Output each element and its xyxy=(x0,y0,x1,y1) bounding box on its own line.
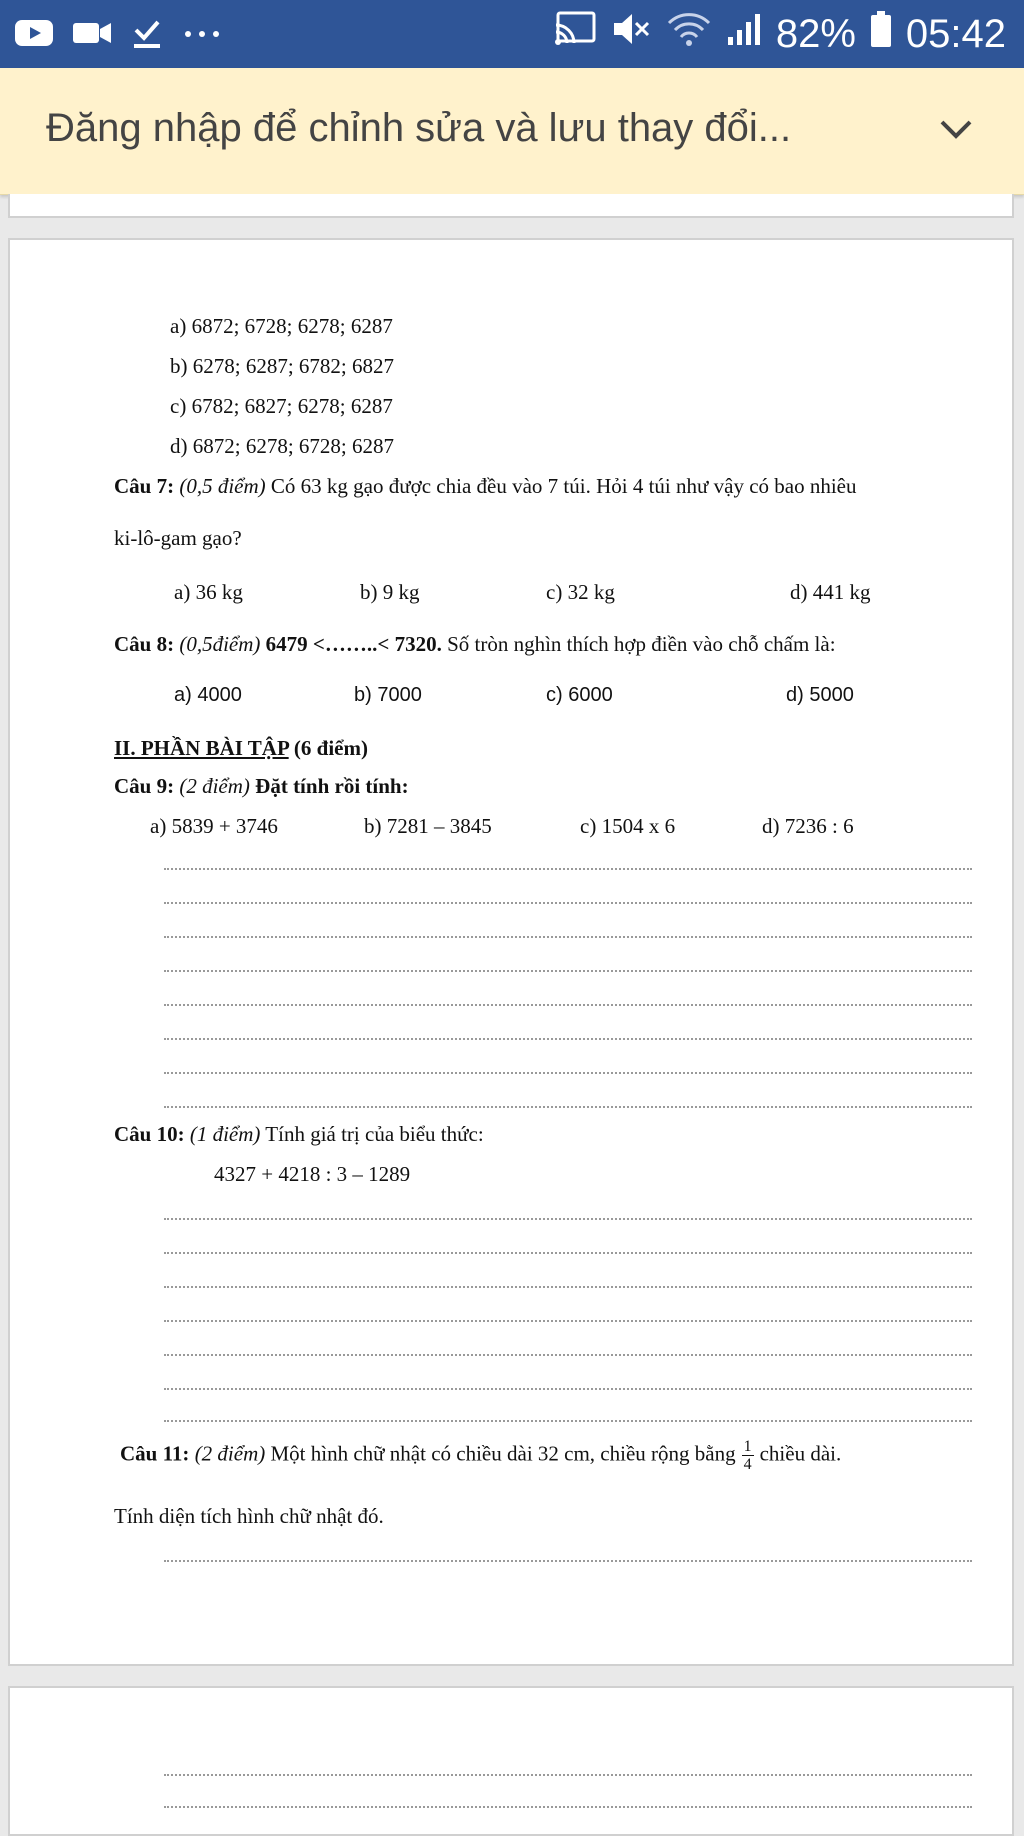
fraction-numerator: 1 xyxy=(743,1438,752,1455)
answer-line xyxy=(164,1072,972,1074)
q10-points: (1 điểm) xyxy=(184,1122,261,1146)
q11-question: Một hình chữ nhật có chiều dài 32 cm, chiều rộng bằng xyxy=(265,1441,736,1466)
q11-question-cont: Tính diện tích hình chữ nhật đó. xyxy=(114,1504,384,1528)
q7-option-c: c) 32 kg xyxy=(546,580,615,604)
document-page xyxy=(8,238,1014,1666)
document-page-next xyxy=(8,1686,1014,1836)
q7-option-d: d) 441 kg xyxy=(790,580,871,604)
sign-in-banner-text: Đăng nhập để chỉnh sửa và lưu thay đổi... xyxy=(46,106,792,150)
youtube-icon xyxy=(14,18,54,53)
answer-line xyxy=(164,1420,972,1422)
document-page-previous xyxy=(8,194,1014,218)
battery-percent: 82% xyxy=(775,11,856,56)
q11-question-end: chiều dài. xyxy=(759,1441,842,1466)
answer-line xyxy=(164,1106,972,1108)
q9-text xyxy=(114,774,409,799)
cast-icon xyxy=(554,11,598,57)
video-icon xyxy=(72,18,112,53)
mute-icon xyxy=(612,11,652,57)
section-2-points: (6 điểm) xyxy=(288,736,368,760)
q8-label: Câu 8: xyxy=(114,632,175,656)
sign-in-banner[interactable] xyxy=(0,68,1024,195)
q9-option-a: a) 5839 + 3746 xyxy=(150,814,278,838)
q7-text xyxy=(114,474,857,499)
q8-expression: 6479 <……..< 7320. xyxy=(265,632,442,656)
q11-label: Câu 11: xyxy=(120,1441,190,1466)
answer-line xyxy=(164,1320,972,1322)
answer-line xyxy=(164,936,972,938)
q8-option-b: b) 7000 xyxy=(354,684,422,706)
q8-question: Số tròn nghìn thích hợp điền vào chỗ chấm là: xyxy=(441,632,836,656)
battery-icon xyxy=(870,10,892,58)
q9-points: (2 điểm) xyxy=(174,774,250,798)
section-2-heading xyxy=(114,736,368,761)
clock: 05:42 xyxy=(905,11,1006,56)
q7-label: Câu 7: xyxy=(114,474,175,498)
q8-points: (0,5điểm) xyxy=(179,632,261,656)
q10-question: Tính giá trị của biểu thức: xyxy=(260,1122,484,1146)
signal-icon xyxy=(726,11,762,57)
answer-line xyxy=(164,1774,972,1776)
q9-option-b: b) 7281 – 3845 xyxy=(364,814,492,838)
answer-line xyxy=(164,1038,972,1040)
answer-line xyxy=(164,1806,972,1808)
q8-text xyxy=(114,632,836,657)
download-check-icon xyxy=(130,16,164,55)
q8-option-a: a) 4000 xyxy=(174,684,242,706)
q6-option-c: c) 6782; 6827; 6278; 6287 xyxy=(170,394,393,418)
answer-line xyxy=(164,868,972,870)
section-2-title: II. PHẦN BÀI TẬP xyxy=(114,736,289,760)
answer-line xyxy=(164,1286,972,1288)
chevron-down-icon[interactable] xyxy=(938,118,974,145)
q11-points: (2 điểm) xyxy=(189,1441,266,1466)
q9-option-c: c) 1504 x 6 xyxy=(580,814,676,838)
answer-line xyxy=(164,902,972,904)
q7-option-b: b) 9 kg xyxy=(360,580,420,604)
more-icon xyxy=(182,27,222,45)
answer-line xyxy=(164,970,972,972)
fraction-denominator: 4 xyxy=(743,1456,752,1473)
q9-instruction: Đặt tính rồi tính: xyxy=(249,774,409,798)
answer-line xyxy=(164,1354,972,1356)
answer-line xyxy=(164,1560,972,1562)
q6-option-a: a) 6872; 6728; 6278; 6287 xyxy=(170,314,393,338)
q8-option-d: d) 5000 xyxy=(786,684,854,706)
answer-line xyxy=(164,1004,972,1006)
fraction-one-quarter xyxy=(742,1438,754,1473)
q7-option-a: a) 36 kg xyxy=(174,580,243,604)
answer-line xyxy=(164,1252,972,1254)
q8-option-c: c) 6000 xyxy=(546,684,613,706)
q6-option-d: d) 6872; 6278; 6728; 6287 xyxy=(170,434,394,458)
q7-question-cont: ki-lô-gam gạo? xyxy=(114,526,242,550)
q10-text xyxy=(114,1122,484,1147)
answer-line xyxy=(164,1218,972,1220)
q7-question: Có 63 kg gạo được chia đều vào 7 túi. Hỏi 4 túi như vậy có bao nhiêu xyxy=(265,474,857,498)
q11-text xyxy=(120,1438,841,1473)
answer-line xyxy=(164,1388,972,1390)
q10-expression: 4327 + 4218 : 3 – 1289 xyxy=(214,1162,411,1186)
q6-option-b: b) 6278; 6287; 6782; 6827 xyxy=(170,354,394,378)
wifi-icon xyxy=(666,11,712,57)
q9-option-d: d) 7236 : 6 xyxy=(762,814,854,838)
q10-label: Câu 10: xyxy=(114,1122,185,1146)
q9-label: Câu 9: xyxy=(114,774,175,798)
q7-points: (0,5 điểm) xyxy=(179,474,266,498)
status-bar xyxy=(0,0,1024,68)
